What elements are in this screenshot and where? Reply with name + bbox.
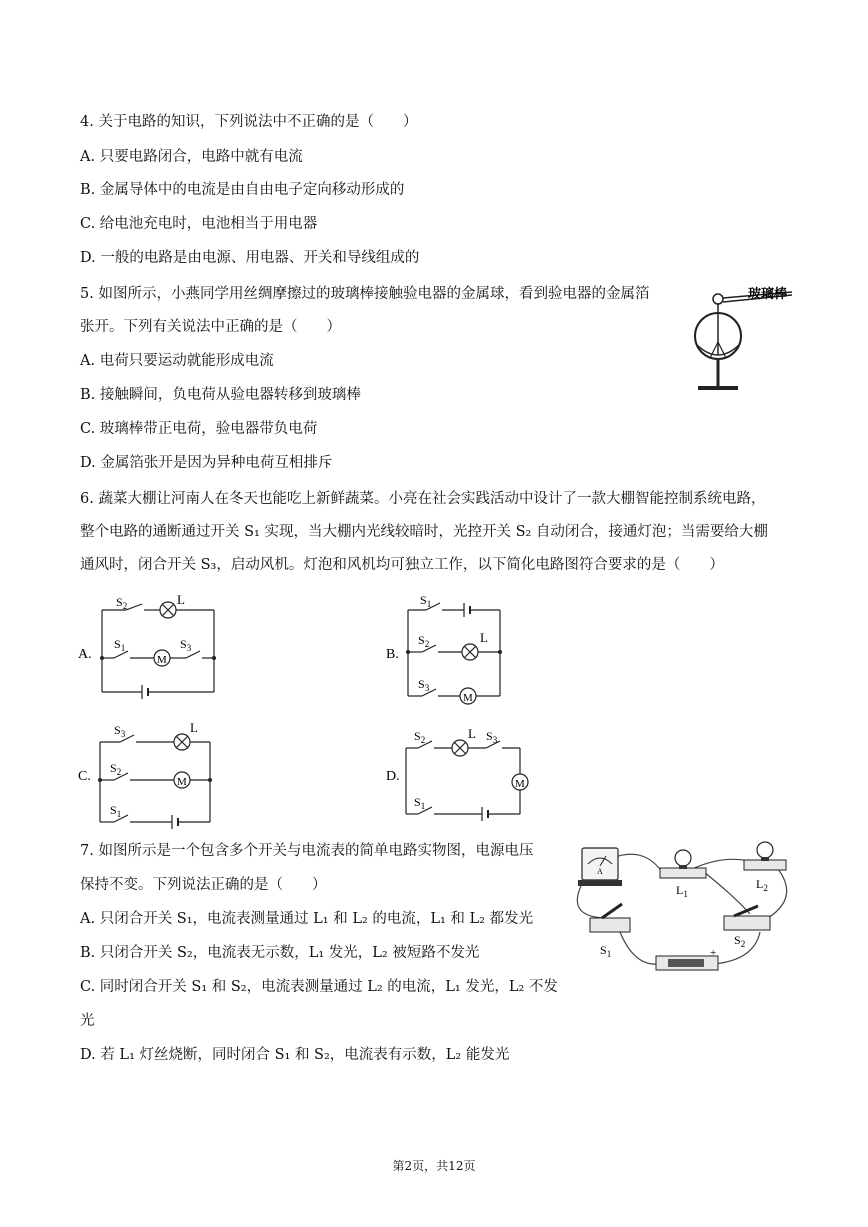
circuit-c <box>76 718 226 836</box>
svg-text:S3: $S_3$ <box>418 677 430 693</box>
svg-text:S1: $S_1$ <box>110 803 122 819</box>
q5-option-c: C. 玻璃棒带正电荷，验电器带负电荷 <box>80 421 318 437</box>
q7-stem-line2: 保持不变。下列说法正确的是（ ） <box>80 877 327 893</box>
circuit-d <box>384 726 544 830</box>
svg-text:S2: $S_2$ <box>110 761 122 777</box>
q7-option-c-cont: 光 <box>80 1013 95 1029</box>
svg-text:M: M <box>157 654 167 666</box>
q6-stem-line2: 整个电路的通断通过开关 S₁ 实现，当大棚内光线较暗时，光控开关 S₂ 自动闭合，接通灯泡；当需要给大棚 <box>80 524 768 540</box>
page-footer: 第2页，共12页 <box>392 1159 476 1173</box>
q5-stem-line2: 张开。下列有关说法中正确的是（ ） <box>80 319 341 335</box>
q5-option-b: B. 接触瞬间，负电荷从验电器转移到玻璃棒 <box>80 387 361 403</box>
svg-text:S1: $S_1$ <box>600 943 612 959</box>
glass-rod-label: 玻璃棒 <box>748 286 788 301</box>
svg-text:L: L <box>480 630 488 645</box>
q7-option-b: B. 只闭合开关 S₂，电流表无示数，L₁ 发光，L₂ 被短路不发光 <box>80 945 480 961</box>
svg-text:S1: $S_1$ <box>420 593 432 609</box>
option-c-label: C. <box>78 769 91 784</box>
option-b-label: B. <box>386 647 399 662</box>
q7-option-d: D. 若 L₁ 灯丝烧断，同时闭合 S₁ 和 S₂，电流表有示数，L₂ 能发光 <box>80 1047 510 1063</box>
ammeter-label: A <box>597 867 603 876</box>
svg-text:S2: $S_2$ <box>418 633 430 649</box>
svg-text:L: L <box>177 592 185 607</box>
svg-text:S2: $S_2$ <box>414 729 426 745</box>
q5-option-a: A. 电荷只要运动就能形成电流 <box>80 353 274 369</box>
q4-option-c: C. 给电池充电时，电池相当于用电器 <box>80 216 318 232</box>
q6-stem-line1: 6. 蔬菜大棚让河南人在冬天也能吃上新鲜蔬菜。小亮在社会实践活动中设计了一款大棚智能控制系统电路， <box>80 491 766 507</box>
circuit-a <box>76 592 226 704</box>
q4-stem: 4. 关于电路的知识，下列说法中不正确的是（ ） <box>80 114 418 130</box>
q5-option-d: D. 金属箔张开是因为异种电荷互相排斥 <box>80 455 333 471</box>
option-a-label: A. <box>78 647 92 662</box>
q4-option-b: B. 金属导体中的电流是由自由电子定向移动形成的 <box>80 182 405 198</box>
svg-text:S3: $S_3$ <box>486 729 498 745</box>
option-d-label: D. <box>386 769 400 784</box>
svg-text:S2: $S_2$ <box>734 933 746 949</box>
svg-text:M: M <box>515 778 525 790</box>
svg-text:L1: $L_1$ <box>676 883 688 899</box>
battery-plus-label: + <box>710 947 717 959</box>
q5-stem-line1: 5. 如图所示，小燕同学用丝绸摩擦过的玻璃棒接触验电器的金属球，看到验电器的金属箔 <box>80 286 650 302</box>
q4-option-a: A. 只要电路闭合，电路中就有电流 <box>80 149 303 165</box>
svg-text:S3: $S_3$ <box>180 637 192 653</box>
svg-text:M: M <box>177 776 187 788</box>
svg-text:S1: $S_1$ <box>114 637 126 653</box>
svg-text:L: L <box>468 726 476 741</box>
q7-option-c: C. 同时闭合开关 S₁ 和 S₂，电流表测量通过 L₂ 的电流，L₁ 发光，L₂ 不发 <box>80 979 558 995</box>
q6-stem-line3: 通风时，闭合开关 S₃，启动风机。灯泡和风机均可独立工作，以下简化电路图符合要求的是（ ） <box>80 557 724 573</box>
svg-text:S3: $S_3$ <box>114 723 126 739</box>
svg-text:L2: $L_2$ <box>756 877 768 893</box>
q7-stem-line1: 7. 如图所示是一个包含多个开关与电流表的简单电路实物图，电源电压 <box>80 843 534 859</box>
svg-text:L: L <box>190 720 198 735</box>
physical-circuit-figure <box>564 836 804 984</box>
electroscope-figure <box>688 280 798 400</box>
svg-text:M: M <box>463 692 473 704</box>
q7-option-a: A. 只闭合开关 S₁，电流表测量通过 L₁ 和 L₂ 的电流，L₁ 和 L₂ 都发光 <box>80 911 534 927</box>
q4-option-d: D. 一般的电路是由电源、用电器、开关和导线组成的 <box>80 250 420 266</box>
svg-text:S2: $S_2$ <box>116 595 128 611</box>
circuit-b <box>384 592 514 712</box>
svg-text:S1: $S_1$ <box>414 795 426 811</box>
